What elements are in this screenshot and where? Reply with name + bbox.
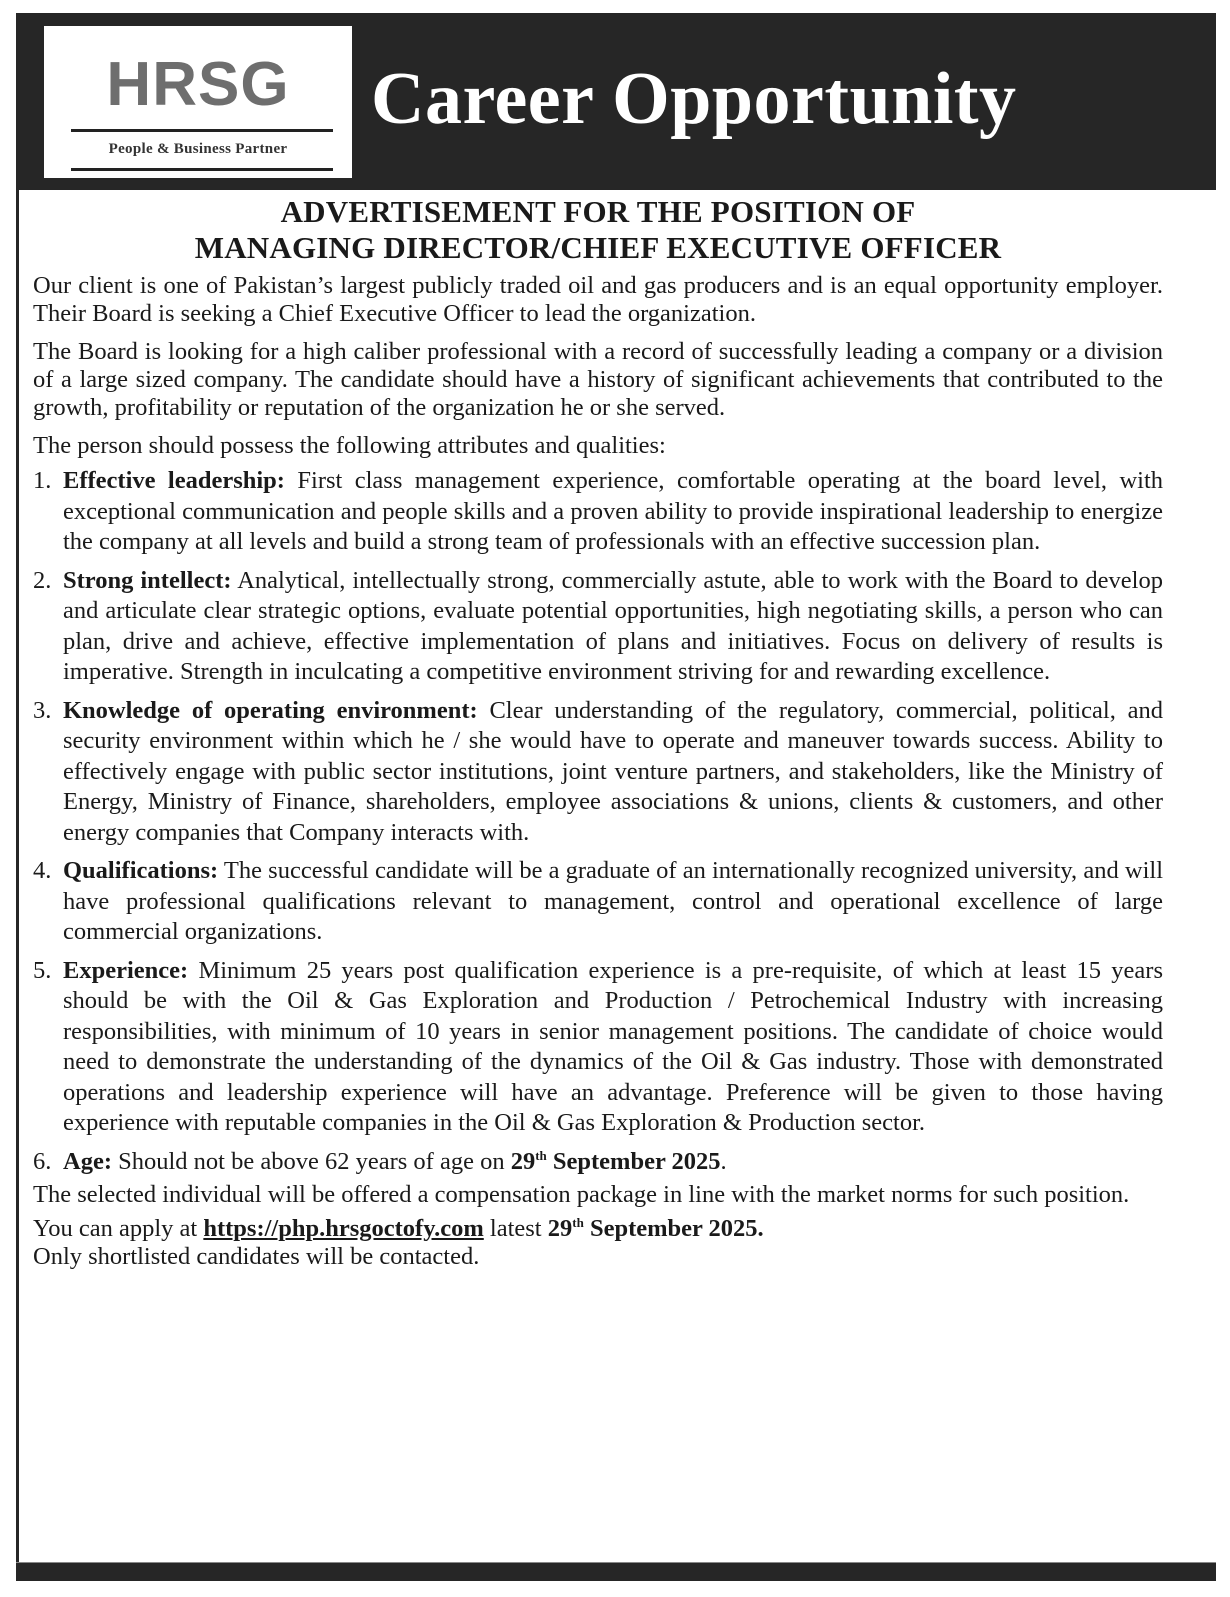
logo-tagline: People & Business Partner xyxy=(108,141,288,157)
item-text: First class management experience, comfortable operating at the board level, with exceptional communication and people skills and a proven ability to provide inspirational leadership to energize the company at all levels and build a strong team of professionals with an effective succession plan. xyxy=(63,467,1163,555)
apply-middle: latest xyxy=(489,1215,542,1242)
compensation-note: The selected individual will be offered a compensation package in line with the market norms for such position. xyxy=(33,1181,1130,1208)
item-text: Clear understanding of the regulatory, commercial, political, and security environment within which he / she would have to operate and maneuver towards success. Ability to effectively engage with public sector institutions, joint venture partners, and stakeholders, like the Ministry of Energy, Ministry of Finance, shareholders, employee associations & unions, clients & customers, and other energy companies that Company interacts with. xyxy=(63,696,1163,846)
age-cutoff-date: 29th September 2025 xyxy=(510,1147,721,1175)
item-text: Should not be above 62 years of age on xyxy=(118,1147,505,1175)
intro-paragraph-attributes: The person should possess the following attributes and qualities: xyxy=(33,432,666,459)
frame-left-border xyxy=(16,190,19,1562)
attribute-item-age: 6. Age: Should not be above 62 years of age on 29th September 2025. xyxy=(33,1147,1163,1178)
item-number: 3. xyxy=(33,696,52,724)
logo-divider-bottom xyxy=(71,168,333,171)
item-title: Effective leadership: xyxy=(63,467,285,494)
heading-line-2: MANAGING DIRECTOR/CHIEF EXECUTIVE OFFICER xyxy=(194,230,1002,265)
logo-text: HRSG xyxy=(106,50,290,119)
apply-prefix: You can apply at xyxy=(33,1215,198,1242)
intro-paragraph-board: The Board is looking for a high caliber professional with a record of successfully leading a company or a division of a large sized company. The candidate should have a history of significant achievements that contributed to the growth, profitability or reputation of the organization he or she served. xyxy=(33,338,1163,421)
attribute-item-operating-environment xyxy=(33,696,1163,849)
attribute-item-experience xyxy=(33,956,1163,1139)
item-text: Minimum 25 years post qualification experience is a pre-requisite, of which at least 15 years should be with the Oil & Gas Exploration and Production / Petrochemical Industry with increasing responsibilities, with minimum of 10 years in senior management positions. The candidate of choice would need to demonstrate the understanding of the dynamics of the Oil & Gas industry. Those with demonstrated operations and leadership experience will have an advantage. Preference will be given to those having experience with reputable companies in the Oil & Gas Exploration & Production sector. xyxy=(63,956,1163,1136)
item-title: Strong intellect: xyxy=(63,566,232,594)
item-title: Experience: xyxy=(63,956,189,984)
shortlist-note: Only shortlisted candidates will be contacted. xyxy=(33,1243,480,1270)
item-number: 1. xyxy=(33,467,52,494)
header-banner xyxy=(16,13,1216,190)
position-heading xyxy=(33,194,1163,266)
item-number: 4. xyxy=(33,857,52,884)
attribute-item-qualifications xyxy=(33,856,1163,948)
hrsg-logo xyxy=(44,26,352,178)
item-title: Knowledge of operating environment: xyxy=(63,696,478,724)
logo-divider-top xyxy=(71,129,333,132)
item-text: Analytical, intellectually strong, commercially astute, able to work with the Board to develop and articulate clear strategic options, evaluate potential opportunities, high negotiating skills, a person who can plan, drive and achieve, effective implementation of plans and initiatives. Focus on delivery of results is imperative. Strength in inculcating a competitive environment striving for and rewarding excellence. xyxy=(63,566,1163,685)
frame-bottom-bar xyxy=(16,1562,1216,1581)
item-title: Age: xyxy=(63,1147,112,1175)
attribute-item-leadership xyxy=(33,466,1163,558)
attribute-item-intellect xyxy=(33,566,1163,688)
page-title: Career Opportunity xyxy=(371,58,1017,140)
item-number: 5. xyxy=(33,956,52,984)
advertisement-body xyxy=(33,190,1163,1271)
intro-paragraph-client: Our client is one of Pakistan’s largest publicly traded oil and gas producers and is an equal opportunity employer. Their Board is seeking a Chief Executive Officer to lead the organization. xyxy=(33,272,1163,327)
heading-line-1: ADVERTISEMENT FOR THE POSITION OF xyxy=(280,194,916,229)
item-number: 6. xyxy=(33,1147,52,1175)
item-number: 2. xyxy=(33,566,52,594)
apply-deadline: 29th September 2025. xyxy=(547,1214,764,1242)
attributes-list xyxy=(33,466,1163,1177)
apply-link[interactable]: https://php.hrsgoctofy.com xyxy=(203,1215,484,1242)
apply-line xyxy=(33,1215,1163,1243)
item-text: The successful candidate will be a graduate of an internationally recognized university, and will have professional qualifications relevant to management, control and operational excellence of large commercial organizations. xyxy=(63,857,1163,945)
item-title: Qualifications: xyxy=(63,857,219,884)
